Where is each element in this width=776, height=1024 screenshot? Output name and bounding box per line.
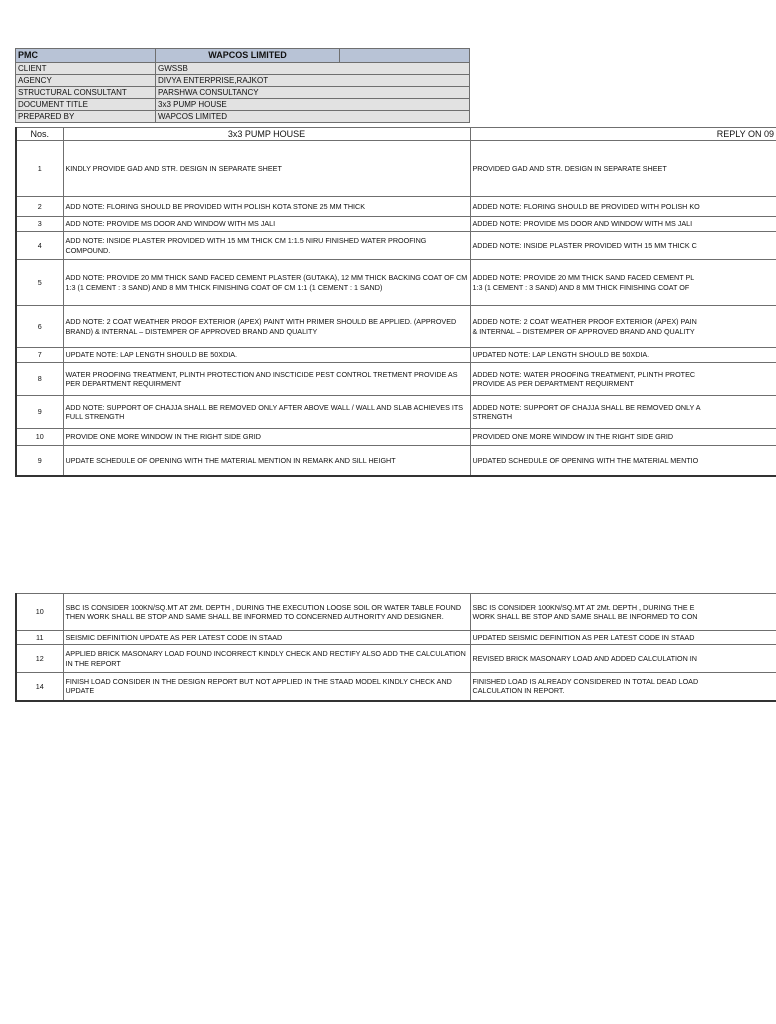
row-number[interactable]: 11 — [16, 631, 63, 645]
row-number[interactable]: 10 — [16, 594, 63, 631]
comment-cell[interactable]: ADD NOTE: SUPPORT OF CHAJJA SHALL BE REMOVED ONLY AFTER ABOVE WALL / WALL AND SLAB ACHIEVES ITS FULL STRENGTH — [63, 396, 470, 429]
reply-cell[interactable]: UPDATED NOTE: LAP LENGTH SHOULD BE 50XDIA. — [470, 348, 776, 363]
table-row — [16, 232, 776, 260]
table-row — [16, 446, 776, 476]
prepared-by-value[interactable]: WAPCOS LIMITED — [156, 111, 470, 123]
reply-cell[interactable]: ADDED NOTE: FLORING SHOULD BE PROVIDED WITH POLISH KO — [470, 197, 776, 217]
comment-cell[interactable]: SBC IS CONSIDER 100KN/SQ.MT AT 2Mt. DEPTH , DURING THE EXECUTION LOOSE SOIL OR WATER TABLE FOUND THEN WORK SHALL BE STOP AND SAME SHALL BE INFORMED TO CONCERNED AUTHORITY AND DESIGNER. — [63, 594, 470, 631]
client-value[interactable]: GWSSB — [156, 63, 470, 75]
comment-cell[interactable]: ADD NOTE: 2 COAT WEATHER PROOF EXTERIOR (APEX) PAINT WITH PRIMER SHOULD BE APPLIED. (APPROVED BRAND) & INTERNAL – DISTEMPER OF APPROVED BRAND AND QUALITY — [63, 306, 470, 348]
comment-cell[interactable]: ADD NOTE: FLORING SHOULD BE PROVIDED WITH POLISH KOTA STONE 25 MM THICK — [63, 197, 470, 217]
comment-cell[interactable]: FINISH LOAD CONSIDER IN THE DESIGN REPORT BUT NOT APPLIED IN THE STAAD MODEL KINDLY CHECK AND UPDATE — [63, 673, 470, 701]
table-row — [16, 645, 776, 673]
table-row — [16, 396, 776, 429]
reply-cell[interactable]: ADDED NOTE: INSIDE PLASTER PROVIDED WITH 15 MM THICK C — [470, 232, 776, 260]
reply-line: SBC IS CONSIDER 100KN/SQ.MT AT 2Mt. DEPTH , DURING THE E — [472, 602, 695, 612]
table-header-row — [16, 128, 776, 141]
reply-line: 1:3 (1 CEMENT : 3 SAND) AND 8 MM THICK FINISHING COAT OF — [472, 282, 690, 292]
reply-line: CALCULATION IN REPORT. — [472, 686, 565, 696]
agency-row — [16, 75, 470, 87]
comment-cell[interactable]: UPDATE SCHEDULE OF OPENING WITH THE MATERIAL MENTION IN REMARK AND SILL HEIGHT — [63, 446, 470, 476]
comments-table-2 — [15, 593, 776, 702]
row-number[interactable]: 10 — [16, 429, 63, 446]
document-title-label[interactable]: DOCUMENT TITLE — [16, 99, 156, 111]
prepared-by-label[interactable]: PREPARED BY — [16, 111, 156, 123]
row-number[interactable]: 12 — [16, 645, 63, 673]
reply-cell[interactable]: REVISED BRICK MASONARY LOAD AND ADDED CALCULATION IN — [470, 645, 776, 673]
reply-line: ADDED NOTE: WATER PROOFING TREATMENT, PLINTH PROTEC — [472, 369, 696, 379]
comment-cell[interactable]: ADD NOTE: PROVIDE MS DOOR AND WINDOW WITH MS JALI — [63, 217, 470, 232]
reply-cell[interactable] — [470, 306, 776, 348]
agency-label[interactable]: AGENCY — [16, 75, 156, 87]
reply-cell[interactable] — [470, 363, 776, 396]
comment-cell[interactable]: UPDATE NOTE: LAP LENGTH SHOULD BE 50XDIA. — [63, 348, 470, 363]
client-row — [16, 63, 470, 75]
table-row — [16, 141, 776, 197]
row-number[interactable]: 1 — [16, 141, 63, 197]
project-info-table — [15, 48, 470, 123]
row-number[interactable]: 9 — [16, 446, 63, 476]
reply-cell[interactable]: UPDATED SEISMIC DEFINITION AS PER LATEST CODE IN STAAD — [470, 631, 776, 645]
comment-cell[interactable]: SEISMIC DEFINITION UPDATE AS PER LATEST CODE IN STAAD — [63, 631, 470, 645]
reply-cell[interactable]: ADDED NOTE: PROVIDE MS DOOR AND WINDOW WITH MS JALI — [470, 217, 776, 232]
reply-line: WORK SHALL BE STOP AND SAME SHALL BE INFORMED TO CON — [472, 612, 698, 621]
row-number[interactable]: 9 — [16, 396, 63, 429]
consultant-row — [16, 87, 470, 99]
pmc-empty-cell[interactable] — [340, 49, 470, 63]
col-header-reply[interactable]: REPLY ON 09 — [470, 128, 776, 141]
consultant-label[interactable]: STRUCTURAL CONSULTANT — [16, 87, 156, 99]
reply-line: STRENGTH — [472, 412, 513, 421]
row-number[interactable]: 6 — [16, 306, 63, 348]
reply-cell[interactable]: PROVIDED ONE MORE WINDOW IN THE RIGHT SIDE GRID — [470, 429, 776, 446]
reply-cell[interactable] — [470, 594, 776, 631]
table-row — [16, 217, 776, 232]
row-number[interactable]: 8 — [16, 363, 63, 396]
reply-cell[interactable] — [470, 260, 776, 306]
table-row — [16, 631, 776, 645]
comments-table — [15, 127, 776, 477]
pmc-row — [16, 49, 470, 63]
pmc-label[interactable]: PMC — [16, 49, 156, 63]
reply-line: ADDED NOTE: SUPPORT OF CHAJJA SHALL BE REMOVED ONLY A — [472, 402, 701, 412]
comment-cell[interactable]: KINDLY PROVIDE GAD AND STR. DESIGN IN SEPARATE SHEET — [63, 141, 470, 197]
col-header-nos[interactable]: Nos. — [16, 128, 63, 141]
table-row — [16, 594, 776, 631]
table-row — [16, 673, 776, 701]
prepared-by-row — [16, 111, 470, 123]
reply-cell[interactable]: PROVIDED GAD AND STR. DESIGN IN SEPARATE SHEET — [470, 141, 776, 197]
table-row — [16, 260, 776, 306]
table-row — [16, 306, 776, 348]
row-number[interactable]: 14 — [16, 673, 63, 701]
row-number[interactable]: 2 — [16, 197, 63, 217]
reply-line: ADDED NOTE: PROVIDE 20 MM THICK SAND FACED CEMENT PL — [472, 273, 695, 282]
row-number[interactable]: 7 — [16, 348, 63, 363]
comment-cell[interactable]: PROVIDE ONE MORE WINDOW IN THE RIGHT SIDE GRID — [63, 429, 470, 446]
table-row — [16, 363, 776, 396]
comment-cell[interactable]: APPLIED BRICK MASONARY LOAD FOUND INCORRECT KINDLY CHECK AND RECTIFY ALSO ADD THE CALCULATION IN THE REPORT — [63, 645, 470, 673]
document-title-value[interactable]: 3x3 PUMP HOUSE — [156, 99, 470, 111]
reply-cell[interactable]: UPDATED SCHEDULE OF OPENING WITH THE MATERIAL MENTIO — [470, 446, 776, 476]
table-row — [16, 348, 776, 363]
table-row — [16, 197, 776, 217]
client-label[interactable]: CLIENT — [16, 63, 156, 75]
row-number[interactable]: 4 — [16, 232, 63, 260]
reply-line: & INTERNAL – DISTEMPER OF APPROVED BRAND AND QUALITY — [472, 326, 695, 336]
comment-cell[interactable]: ADD NOTE: PROVIDE 20 MM THICK SAND FACED CEMENT PLASTER (GUTAKA), 12 MM THICK BACKING COAT OF CM 1:3 (1 CEMENT : 3 SAND) AND 8 MM THICK FINISHING COAT OF CM 1:1 (1 CEMENT : 1 SAND) — [63, 260, 470, 306]
comment-cell[interactable]: ADD NOTE: INSIDE PLASTER PROVIDED WITH 15 MM THICK CM 1:1.5 NIRU FINISHED WATER PROOFING COMPOUND. — [63, 232, 470, 260]
reply-cell[interactable] — [470, 396, 776, 429]
row-number[interactable]: 3 — [16, 217, 63, 232]
agency-value[interactable]: DIVYA ENTERPRISE,RAJKOT — [156, 75, 470, 87]
reply-line: ADDED NOTE: 2 COAT WEATHER PROOF EXTERIOR (APEX) PAIN — [472, 317, 697, 326]
reply-line: PROVIDE AS PER DEPARTMENT REQUIRMENT — [472, 379, 634, 388]
consultant-value[interactable]: PARSHWA CONSULTANCY — [156, 87, 470, 99]
reply-line: FINISHED LOAD IS ALREADY CONSIDERED IN TOTAL DEAD LOAD — [472, 676, 699, 686]
reply-cell[interactable] — [470, 673, 776, 701]
col-header-title[interactable]: 3x3 PUMP HOUSE — [63, 128, 470, 141]
row-number[interactable]: 5 — [16, 260, 63, 306]
pmc-value[interactable]: WAPCOS LIMITED — [156, 49, 340, 63]
document-title-row — [16, 99, 470, 111]
comment-cell[interactable]: WATER PROOFING TREATMENT, PLINTH PROTECTION AND INSCTICIDE PEST CONTROL TRETMENT PROVIDE AS PER DEPARTMENT REQUIRMENT — [63, 363, 470, 396]
table-row — [16, 429, 776, 446]
